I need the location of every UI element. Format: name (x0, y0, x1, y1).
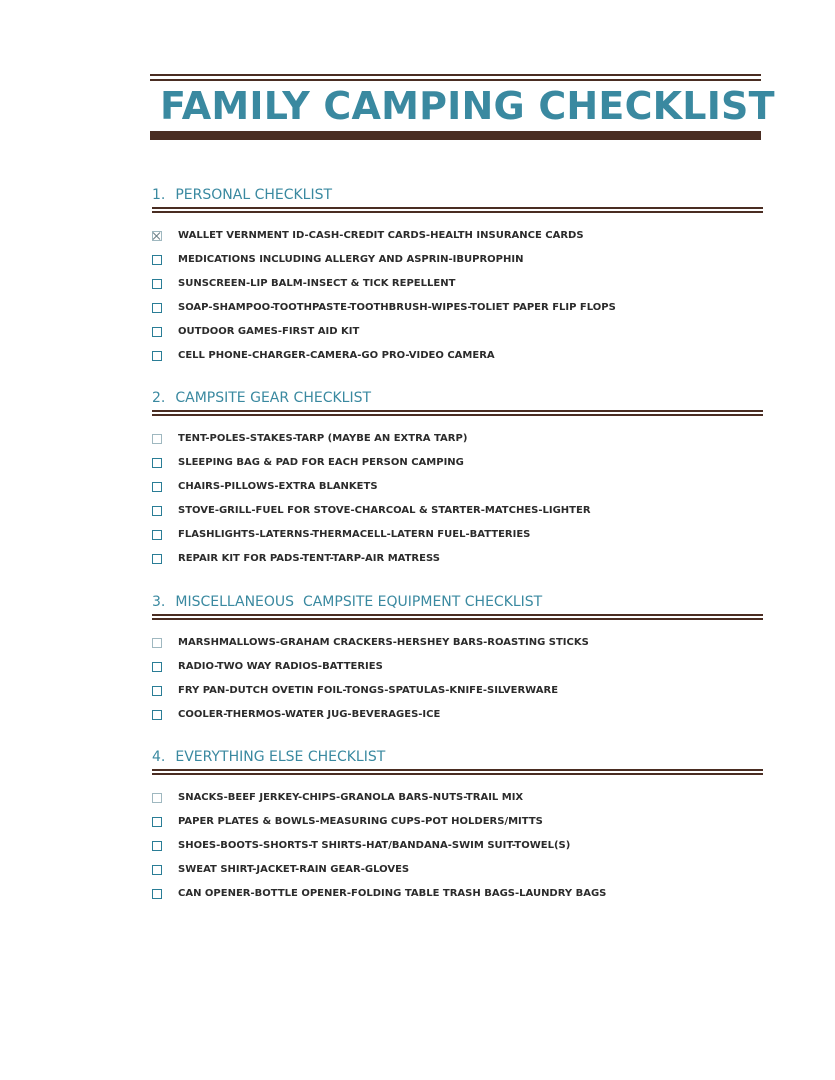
section-title: PERSONAL CHECKLIST (175, 187, 333, 203)
checkbox[interactable] (152, 255, 162, 265)
section-rule (152, 618, 763, 620)
checklist-item (152, 320, 616, 344)
section-rule (152, 211, 763, 213)
checkbox[interactable] (152, 530, 162, 540)
checkbox[interactable] (152, 889, 162, 899)
checklist-item (152, 679, 589, 703)
checklist-item (152, 344, 616, 368)
checklist-item-label: SNACKS-BEEF JERKEY-CHIPS-GRANOLA BARS-NUTS-TRAIL MIX (178, 792, 524, 803)
checklist-item (152, 248, 616, 272)
checklist-item-label: WALLET VERNMENT ID-CASH-CREDIT CARDS-HEALTH INSURANCE CARDS (178, 230, 584, 241)
checklist-item (152, 475, 591, 499)
checkbox[interactable] (152, 817, 162, 827)
checklist-item-label: COOLER-THERMOS-WATER JUG-BEVERAGES-ICE (178, 709, 441, 720)
section-heading (152, 186, 332, 204)
checklist (152, 224, 616, 368)
checklist-item (152, 427, 591, 451)
checked-checkbox[interactable] (152, 231, 162, 241)
checkbox[interactable] (152, 458, 162, 468)
checklist (152, 786, 606, 906)
checkbox[interactable] (152, 662, 162, 672)
checklist (152, 427, 591, 571)
checklist-item (152, 810, 606, 834)
checklist-item-label: MARSHMALLOWS-GRAHAM CRACKERS-HERSHEY BARS-ROASTING STICKS (178, 637, 589, 648)
checklist-item (152, 858, 606, 882)
checklist-item (152, 224, 616, 248)
section-rule (152, 769, 763, 771)
section-rule (152, 773, 763, 775)
section-heading (152, 748, 385, 766)
checkbox[interactable] (152, 482, 162, 492)
checklist-item (152, 655, 589, 679)
checklist-item (152, 786, 606, 810)
section-number: 4. (152, 749, 166, 765)
checklist-item-label: FRY PAN-DUTCH OVETIN FOIL-TONGS-SPATULAS-KNIFE-SILVERWARE (178, 685, 559, 696)
section-title: EVERYTHING ELSE CHECKLIST (175, 749, 386, 765)
checklist-item-label: RADIO-TWO WAY RADIOS-BATTERIES (178, 661, 383, 672)
checklist-item-label: PAPER PLATES & BOWLS-MEASURING CUPS-POT HOLDERS/MITTS (178, 816, 543, 827)
title-top-rule-1 (150, 74, 761, 76)
title-top-rule-2 (150, 79, 761, 81)
checkbox[interactable] (152, 434, 162, 444)
section-title: CAMPSITE GEAR CHECKLIST (175, 390, 372, 406)
checklist-item (152, 882, 606, 906)
checklist-item (152, 631, 589, 655)
checkbox[interactable] (152, 506, 162, 516)
checklist-item (152, 272, 616, 296)
checklist-item (152, 451, 591, 475)
checkbox[interactable] (152, 554, 162, 564)
checklist-item (152, 296, 616, 320)
checkbox[interactable] (152, 351, 162, 361)
section-rule (152, 207, 763, 209)
section-rule (152, 414, 763, 416)
checklist (152, 631, 589, 727)
section-number: 2. (152, 390, 166, 406)
checklist-item (152, 523, 591, 547)
section-title: MISCELLANEOUS CAMPSITE EQUIPMENT CHECKLIST (175, 594, 543, 610)
checkbox[interactable] (152, 303, 162, 313)
checklist-item-label: REPAIR KIT FOR PADS-TENT-TARP-AIR MATRESS (178, 553, 440, 564)
checklist-item-label: SLEEPING BAG & PAD FOR EACH PERSON CAMPING (178, 457, 464, 468)
checklist-item (152, 499, 591, 523)
checklist-item-label: OUTDOOR GAMES-FIRST AID KIT (178, 326, 360, 337)
section-heading (152, 389, 371, 407)
checkbox[interactable] (152, 865, 162, 875)
checkbox[interactable] (152, 793, 162, 803)
checklist-item-label: MEDICATIONS INCLUDING ALLERGY AND ASPRIN-IBUPROPHIN (178, 254, 524, 265)
section-rule (152, 410, 763, 412)
checkbox[interactable] (152, 841, 162, 851)
checklist-item-label: CELL PHONE-CHARGER-CAMERA-GO PRO-VIDEO CAMERA (178, 350, 495, 361)
checkbox[interactable] (152, 327, 162, 337)
section-heading (152, 593, 542, 611)
checkbox[interactable] (152, 686, 162, 696)
checklist-item-label: TENT-POLES-STAKES-TARP (MAYBE AN EXTRA TARP) (178, 433, 468, 444)
checklist-item (152, 547, 591, 571)
checklist-item-label: STOVE-GRILL-FUEL FOR STOVE-CHARCOAL & STARTER-MATCHES-LIGHTER (178, 505, 591, 516)
checklist-item-label: SHOES-BOOTS-SHORTS-T SHIRTS-HAT/BANDANA-SWIM SUIT-TOWEL(S) (178, 840, 571, 851)
checklist-item-label: FLASHLIGHTS-LATERNS-THERMACELL-LATERN FUEL-BATTERIES (178, 529, 531, 540)
checklist-item-label: CAN OPENER-BOTTLE OPENER-FOLDING TABLE TRASH BAGS-LAUNDRY BAGS (178, 888, 607, 899)
checklist-item-label: SOAP-SHAMPOO-TOOTHPASTE-TOOTHBRUSH-WIPES-TOLIET PAPER FLIP FLOPS (178, 302, 616, 313)
checkbox[interactable] (152, 638, 162, 648)
checklist-item (152, 834, 606, 858)
section-rule (152, 614, 763, 616)
title-bottom-bar (150, 131, 761, 140)
checklist-item-label: SWEAT SHIRT-JACKET-RAIN GEAR-GLOVES (178, 864, 410, 875)
section-number: 1. (152, 187, 166, 203)
checkbox[interactable] (152, 279, 162, 289)
page-title: FAMILY CAMPING CHECKLIST (160, 84, 775, 128)
section-number: 3. (152, 594, 166, 610)
checklist-item-label: SUNSCREEN-LIP BALM-INSECT & TICK REPELLENT (178, 278, 456, 289)
checklist-item (152, 703, 589, 727)
checkbox[interactable] (152, 710, 162, 720)
checklist-item-label: CHAIRS-PILLOWS-EXTRA BLANKETS (178, 481, 378, 492)
